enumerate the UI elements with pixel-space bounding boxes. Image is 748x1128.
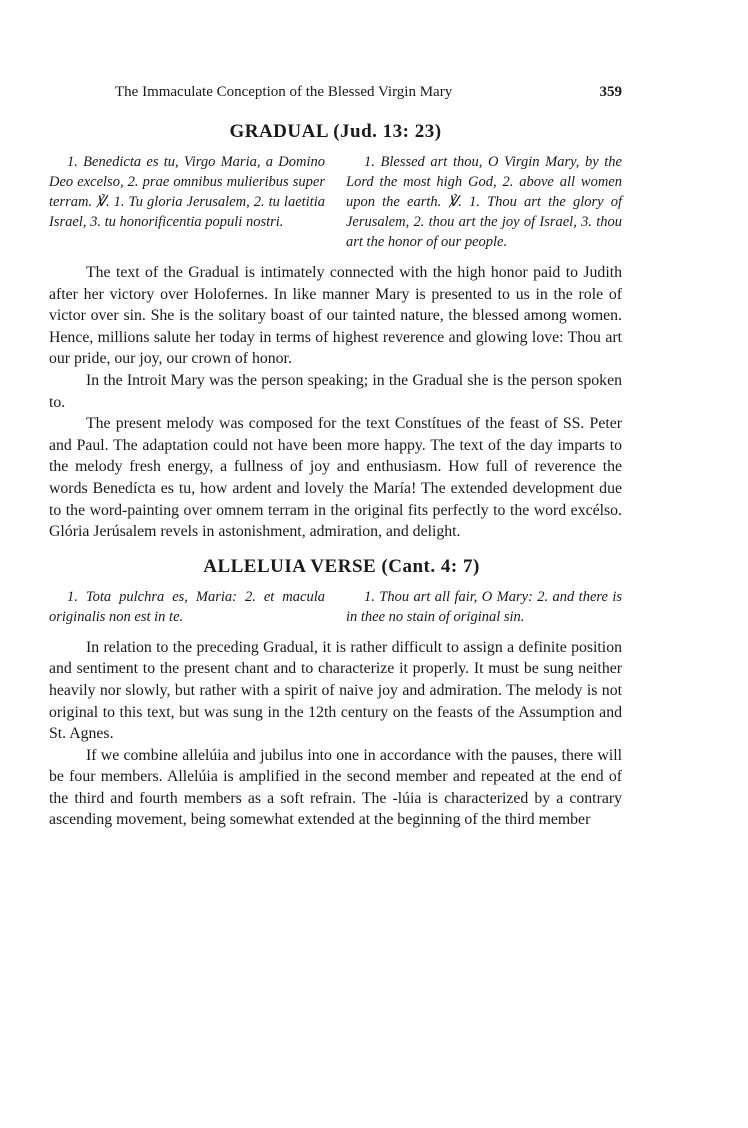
gradual-heading: GRADUAL (Jud. 13: 23): [229, 121, 442, 142]
alleluia-commentary: [49, 637, 622, 831]
gradual-english-column: [346, 152, 622, 252]
alleluia-latin-column: [49, 587, 325, 627]
gradual-commentary: [49, 262, 622, 543]
alleluia-latin-text: 1. Tota pulchra es, Maria: 2. et macula originalis non est in te.: [49, 588, 325, 625]
gradual-latin-text: 1. Benedicta es tu, Virgo Maria, a Domino Deo excelso, 2. prae omnibus mulieribus super terram. ℣. 1. Tu gloria Jerusalem, 2. tu laetitia Israel, 3. tu honorificentia populi nostri.: [49, 154, 325, 230]
alleluia-english-text: 1. Thou art all fair, O Mary: 2. and there is in thee no stain of original sin.: [346, 588, 622, 625]
alleluia-paragraph-2: If we combine allelúia and jubilus into one in accordance with the pauses, there will be four members. Allelúia is amplified in the second member and repeated at the end of the third and fourth members as a soft refrain. The -lúia is characterized by a contrary ascending movement, being somewhat extended at the beginning of the third member: [49, 746, 622, 829]
gradual-paragraph-3: The present melody was composed for the text Constítues of the feast of SS. Peter and Paul. The adaptation could not have been more happy. The text of the day imparts to the melody fresh energy, a fullness of joy and enthusiasm. How full of reverence the words Benedícta es tu, how ardent and lovely the María! The extended development due to the word-painting over omnem terram in the original fits perfectly to the word excélso. Glória Jerúsalem revels in astonishment, admiration, and delight.: [49, 415, 622, 541]
gradual-latin-column: [49, 152, 325, 252]
page-number: 359: [599, 84, 622, 100]
gradual-english-text: 1. Blessed art thou, O Virgin Mary, by the Lord the most high God, 2. above all women upon the earth. ℣. 1. Thou art the glory of Jerusalem, 2. thou art the joy of Israel, 3. thou art the honor of our people.: [346, 154, 622, 250]
gradual-text-columns: [49, 152, 622, 252]
alleluia-text-columns: [49, 587, 622, 627]
alleluia-heading: ALLELUIA VERSE (Cant. 4: 7): [203, 555, 480, 577]
running-head: [49, 82, 622, 102]
alleluia-paragraph-1: In relation to the preceding Gradual, it is rather difficult to assign a definite position and sentiment to the present chant and to characterize it properly. It must be sung neither heavily nor slowly, but rather with a spirit of naive joy and admiration. The melody is not original to this text, but was sung in the 12th century on the feasts of the Assumption and St. Agnes.: [49, 638, 622, 743]
gradual-paragraph-2: In the Introit Mary was the person speaking; in the Gradual she is the person spoken to.: [49, 371, 622, 411]
running-head-title: The Immaculate Conception of the Blessed Virgin Mary: [115, 84, 453, 100]
gradual-paragraph-1: The text of the Gradual is intimately connected with the high honor paid to Judith after her victory over Holofernes. In like manner Mary is presented to us in the role of victor over sin. She is the solitary boast of our tainted nature, the blessed among women. Hence, millions salute her today in terms of highest reverence and glowing love: Thou art our pride, our joy, our crown of honor.: [49, 264, 622, 368]
alleluia-english-column: [346, 587, 622, 627]
book-page: [49, 82, 622, 831]
